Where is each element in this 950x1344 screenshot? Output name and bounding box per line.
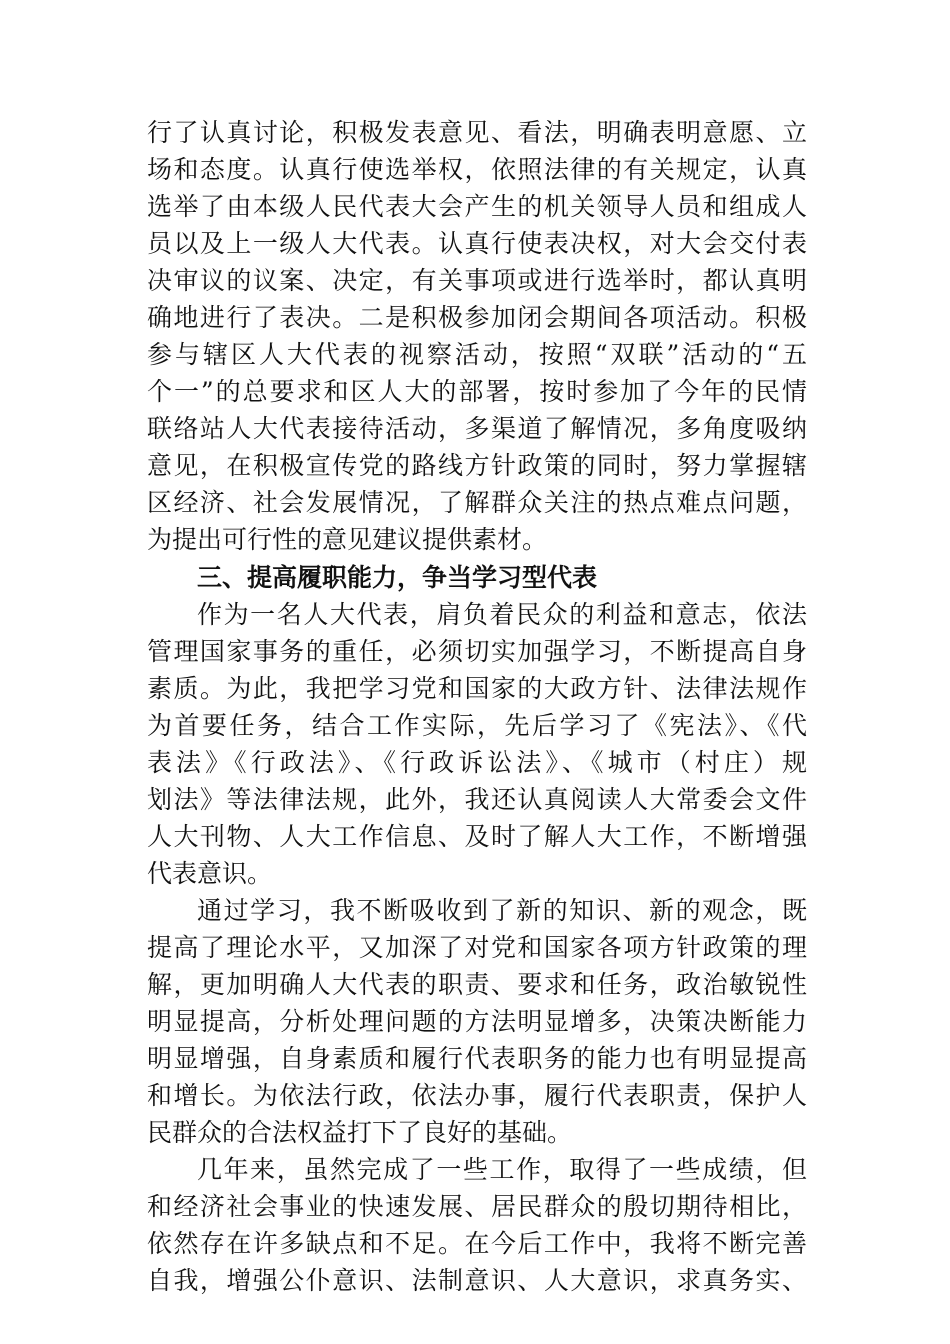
text-line: 素质。为此，我把学习党和国家的大政方针、法律法规作 — [147, 674, 807, 703]
section-heading: 三、提高履职能力，争当学习型代表 — [197, 563, 598, 592]
text-line: 联络站人大代表接待活动，多渠道了解情况，多角度吸纳 — [147, 414, 807, 443]
text-line: 明显提高，分析处理问题的方法明显增多，决策决断能力 — [147, 1007, 807, 1036]
text-line: 划法》等法律法规，此外，我还认真阅读人大常委会文件 — [147, 785, 807, 814]
text-line: 民群众的合法权益打下了良好的基础。 — [147, 1118, 573, 1147]
text-line: 表法》《行政法》、《行政诉讼法》、《城市（村庄）规 — [147, 748, 807, 777]
text-line: 场和态度。认真行使选举权，依照法律的有关规定，认真 — [147, 155, 807, 184]
text-line: 为提出可行性的意见建议提供素材。 — [147, 525, 548, 554]
text-line: 人大刊物、人大工作信息、及时了解人大工作，不断增强 — [147, 822, 807, 851]
text-line: 意见，在积极宣传党的路线方针政策的同时，努力掌握辖 — [147, 451, 807, 480]
paragraph-first-line: 几年来，虽然完成了一些工作，取得了一些成绩，但 — [197, 1155, 807, 1184]
text-line: 和增长。为依法行政，依法办事，履行代表职责，保护人 — [147, 1081, 807, 1110]
text-line: 行了认真讨论，积极发表意见、看法，明确表明意愿、立 — [147, 118, 807, 147]
text-line: 区经济、社会发展情况，了解群众关注的热点难点问题， — [147, 488, 807, 517]
text-line: 为首要任务，结合工作实际，先后学习了《宪法》、《代 — [147, 711, 807, 740]
text-line: 代表意识。 — [147, 859, 273, 888]
paragraph-first-line: 作为一名人大代表，肩负着民众的利益和意志，依法 — [197, 600, 807, 629]
text-line: 员以及上一级人大代表。认真行使表决权，对大会交付表 — [147, 229, 807, 258]
text-line: 个一”的总要求和区人大的部署，按时参加了今年的民情 — [147, 377, 807, 406]
text-line: 参与辖区人大代表的视察活动，按照“双联”活动的“五 — [147, 340, 807, 369]
text-line: 依然存在许多缺点和不足。在今后工作中，我将不断完善 — [147, 1229, 807, 1258]
text-line: 解，更加明确人大代表的职责、要求和任务，政治敏锐性 — [147, 970, 807, 999]
text-line: 自我，增强公仆意识、法制意识、人大意识，求真务实、 — [147, 1266, 807, 1295]
text-line: 决审议的议案、决定，有关事项或进行选举时，都认真明 — [147, 266, 807, 295]
text-line: 和经济社会事业的快速发展、居民群众的殷切期待相比， — [147, 1192, 807, 1221]
paragraph-first-line: 通过学习，我不断吸收到了新的知识、新的观念，既 — [197, 896, 807, 925]
text-line: 明显增强，自身素质和履行代表职务的能力也有明显提高 — [147, 1044, 807, 1073]
text-line: 提高了理论水平，又加深了对党和国家各项方针政策的理 — [147, 933, 807, 962]
text-line: 管理国家事务的重任，必须切实加强学习，不断提高自身 — [147, 637, 807, 666]
text-line: 确地进行了表决。二是积极参加闭会期间各项活动。积极 — [147, 303, 807, 332]
text-line: 选举了由本级人民代表大会产生的机关领导人员和组成人 — [147, 192, 807, 221]
